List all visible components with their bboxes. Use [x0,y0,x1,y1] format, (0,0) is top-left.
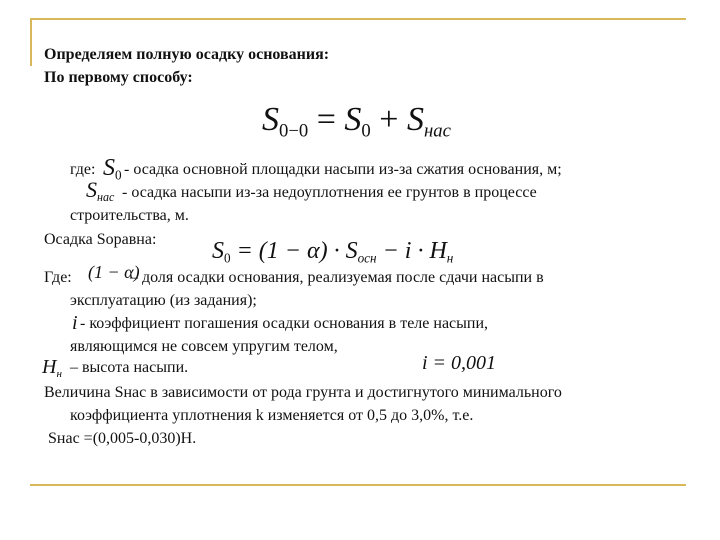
hn-description: – высота насыпи. [70,359,189,376]
formula-main: $S_{0-0} = S_0 + S_{нас}$ [262,101,451,142]
i-description: - коэффициент погашения осадки основания в теле насыпи, [80,315,489,332]
snas-description: - осадка насыпи из-за недоуплотнения ее грунтов в процессе [122,184,537,201]
frame-left-line [30,18,32,66]
symbol-i: i [72,312,78,334]
heading-1: Определяем полную осадку основания: [44,46,330,63]
i-description-2: являющимся не совсем упругим телом, [70,338,338,355]
paragraph-line-2: коэффициента уплотнения k изменяется от 0,5 до 3,0%, т.е. [70,407,474,424]
symbol-one-minus-alpha: (1 − α) [88,262,140,282]
paragraph-line-1: Величина Sнас в зависимости от рода грунта и достигнутого минимального [44,384,562,401]
symbol-hn: $H_н$ [42,356,62,380]
paragraph-line-3: Sнас =(0,005-0,030)Н. [48,430,197,447]
alpha-description: – доля осадки основания, реализуемая после сдачи насыпи в [130,269,544,286]
so-label: Осадка Sоравна: [44,231,157,248]
frame-bottom-line [30,484,686,486]
heading-2: По первому способу: [44,69,193,86]
symbol-s0: $S_0$ [103,155,122,183]
s0-description: - осадка основной площадки насыпи из-за сжатия основания, м; [124,161,562,178]
alpha-description-2: эксплуатацию (из задания); [70,292,257,309]
frame-top-line [30,18,686,20]
snas-description-2: строительства, м. [70,207,189,224]
where-label-1: где: [70,161,96,178]
symbol-snas: $S_{нас}$ [86,177,115,205]
formula-s0: $S_0 = (1 - \alpha) \cdot S_{осн} - i \cdot H_н$ [212,238,454,266]
formula-i-value: i = 0,001 [422,352,497,374]
where-label-3: Где: [44,269,72,286]
